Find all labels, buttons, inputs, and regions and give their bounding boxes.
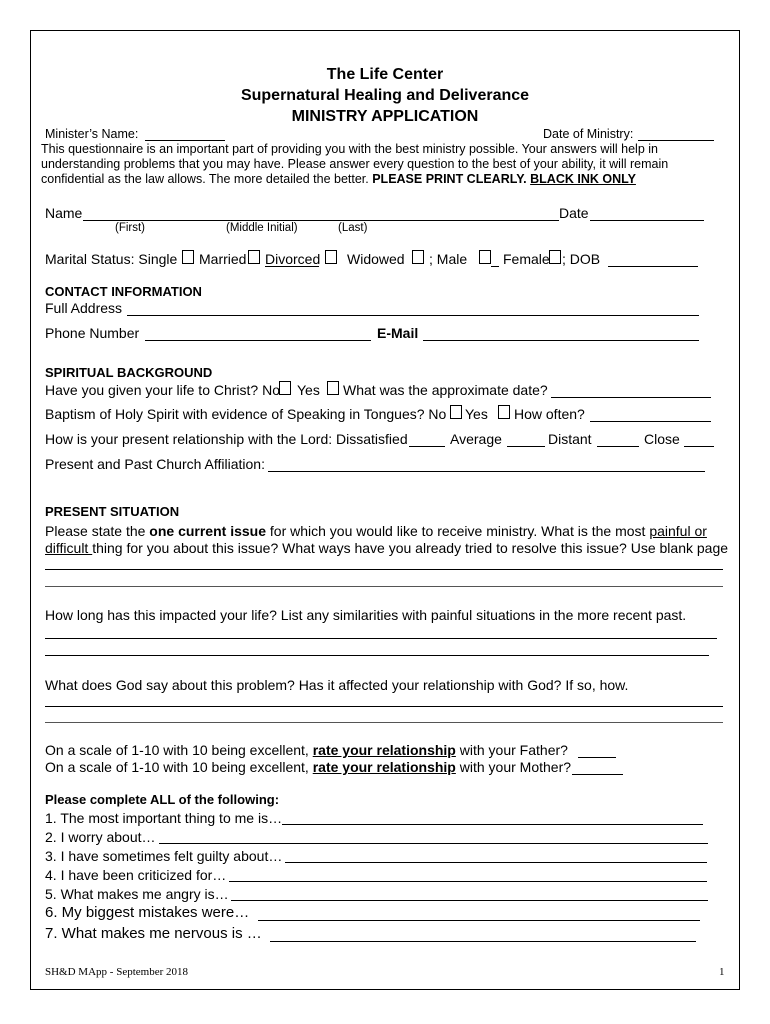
dob-field[interactable] (608, 266, 698, 267)
contact-heading: CONTACT INFORMATION (45, 284, 202, 299)
date-of-ministry-field[interactable] (638, 140, 714, 141)
distant-field[interactable] (597, 446, 639, 447)
father-text: with your Father? (455, 742, 568, 758)
church-affiliation-field[interactable] (268, 471, 705, 472)
ministers-name-field[interactable] (145, 140, 225, 141)
married-label: Married (199, 251, 247, 267)
complete-item-4-field[interactable] (229, 881, 707, 882)
intro-line-2: understanding problems that you may have. Please answer every question to the best of your ability, it will remain (41, 157, 669, 171)
divorced-checkbox[interactable] (325, 250, 337, 264)
intro-line-3 (41, 172, 636, 186)
full-address-field[interactable] (127, 315, 699, 316)
dob-label: ; DOB (562, 251, 601, 267)
approx-date-label: What was the approximate date? (343, 382, 548, 398)
middle-initial-hint: (Middle Initial) (226, 222, 298, 234)
christ-yes-checkbox[interactable] (327, 381, 339, 395)
father-scale-field[interactable] (578, 757, 616, 758)
complete-item-3: 3. I have sometimes felt guilty about… (45, 848, 283, 864)
current-issue-answer-line-2[interactable] (45, 586, 723, 587)
spiritual-heading: SPIRITUAL BACKGROUND (45, 365, 213, 380)
complete-item-7-field[interactable] (270, 941, 696, 942)
form-title-3: MINISTRY APPLICATION (291, 108, 479, 125)
distant-label: Distant (548, 431, 592, 447)
mother-scale-text: On a scale of 1-10 with 10 being excellent, (45, 759, 313, 775)
widowed-checkbox[interactable] (412, 250, 424, 264)
intro-line-3-text: confidential as the law allows. The more detailed the better. (41, 172, 373, 186)
christ-yes-label: Yes (297, 382, 320, 398)
female-checkbox[interactable] (549, 250, 561, 264)
baptism-yes-checkbox[interactable] (498, 405, 510, 419)
current-issue-text-a: Please state the (45, 523, 150, 539)
baptism-yes-label: Yes (465, 406, 488, 422)
mother-scale-field[interactable] (572, 774, 623, 775)
current-issue-text-c: for which you would like to receive ministry. What is the most (266, 523, 650, 539)
black-ink-note: BLACK INK ONLY (530, 172, 636, 186)
male-checkbox[interactable] (479, 250, 491, 264)
single-checkbox[interactable] (182, 250, 194, 264)
painful-or-text: painful or (649, 523, 707, 539)
ministers-name-label: Minister’s Name: (45, 127, 139, 141)
baptism-no-checkbox[interactable] (450, 405, 462, 419)
complete-item-6-field[interactable] (258, 920, 700, 921)
complete-item-1-field[interactable] (282, 824, 703, 825)
how-often-field[interactable] (590, 421, 711, 422)
date-label: Date (559, 205, 589, 221)
father-rate-relationship-text: rate your relationship (312, 742, 456, 758)
complete-item-2-field[interactable] (159, 843, 708, 844)
current-issue-text-e: thing for you about this issue? What ways have you already tried to resolve this issue? Use blank page (92, 540, 729, 556)
current-issue-line-2 (45, 540, 728, 556)
divorced-label: Divorced (265, 251, 321, 267)
how-long-answer-line-2[interactable] (45, 655, 709, 656)
complete-all-heading: Please complete ALL of the following: (45, 792, 280, 807)
church-affiliation-label: Present and Past Church Affiliation: (45, 456, 265, 472)
relationship-lord-question: How is your present relationship with the Lord: Dissatisfied (45, 431, 408, 447)
god-answer-line-1[interactable] (45, 706, 723, 707)
complete-item-3-field[interactable] (285, 862, 707, 863)
how-often-label: How often? (514, 406, 585, 422)
one-current-issue-text: one current issue (149, 523, 266, 539)
mother-scale-question (45, 759, 571, 775)
christ-question: Have you given your life to Christ? No (45, 382, 280, 398)
male-underline (491, 266, 499, 267)
approx-date-field[interactable] (551, 397, 711, 398)
complete-item-5-field[interactable] (231, 900, 708, 901)
mother-text: with your Mother? (455, 759, 572, 775)
intro-line-1: This questionnaire is an important part of providing you with the best ministry possible. Your answers will help in (41, 142, 658, 156)
dissatisfied-field[interactable] (409, 446, 445, 447)
email-field[interactable] (423, 340, 699, 341)
current-issue-line-1 (45, 523, 707, 539)
complete-item-4: 4. I have been criticized for… (45, 867, 227, 883)
father-scale-text: On a scale of 1-10 with 10 being excellent, (45, 742, 313, 758)
male-label: ; Male (429, 251, 468, 267)
widowed-label: Widowed (347, 251, 405, 267)
footer-form-id: SH&D MApp - September 2018 (45, 966, 188, 978)
form-title-2: Supernatural Healing and Deliverance (240, 87, 530, 104)
complete-item-2: 2. I worry about… (45, 829, 156, 845)
present-situation-heading: PRESENT SITUATION (45, 504, 180, 519)
divorced-underline (265, 266, 319, 267)
god-answer-line-2[interactable] (45, 722, 723, 723)
full-address-label: Full Address (45, 300, 123, 316)
baptism-question: Baptism of Holy Spirit with evidence of Speaking in Tongues? No (45, 406, 447, 422)
complete-item-7: 7. What makes me nervous is … (45, 925, 262, 942)
print-clearly-note: PLEASE PRINT CLEARLY. (372, 172, 527, 186)
christ-no-checkbox[interactable] (279, 381, 291, 395)
father-scale-question (45, 742, 568, 758)
form-title-1: The Life Center (326, 66, 444, 83)
god-question: What does God say about this problem? Has it affected your relationship with God? If so, how. (45, 677, 629, 693)
last-name-hint: (Last) (338, 222, 368, 234)
marital-status-label: Marital Status: Single (45, 251, 178, 267)
mother-rate-relationship-text: rate your relationship (312, 759, 456, 775)
phone-number-label: Phone Number (45, 325, 140, 341)
close-field[interactable] (684, 446, 714, 447)
complete-item-1: 1. The most important thing to me is… (45, 810, 283, 826)
date-field[interactable] (590, 220, 704, 221)
how-long-answer-line-1[interactable] (45, 638, 717, 639)
average-label: Average (450, 431, 502, 447)
how-long-question: How long has this impacted your life? List any similarities with painful situations in the more recent past. (45, 607, 687, 623)
name-label: Name (45, 205, 83, 221)
married-checkbox[interactable] (248, 250, 260, 264)
female-label: Female (503, 251, 550, 267)
name-field[interactable] (83, 220, 559, 221)
current-issue-answer-line-1[interactable] (45, 569, 723, 570)
email-label: E-Mail (377, 325, 419, 341)
difficult-text: difficult (45, 540, 93, 556)
page-number: 1 (719, 966, 725, 978)
average-field[interactable] (507, 446, 545, 447)
complete-item-5: 5. What makes me angry is… (45, 886, 229, 902)
date-of-ministry-label: Date of Ministry: (543, 127, 634, 141)
complete-item-6: 6. My biggest mistakes were… (45, 904, 250, 921)
close-label: Close (644, 431, 680, 447)
first-name-hint: (First) (115, 222, 146, 234)
phone-number-field[interactable] (145, 340, 371, 341)
